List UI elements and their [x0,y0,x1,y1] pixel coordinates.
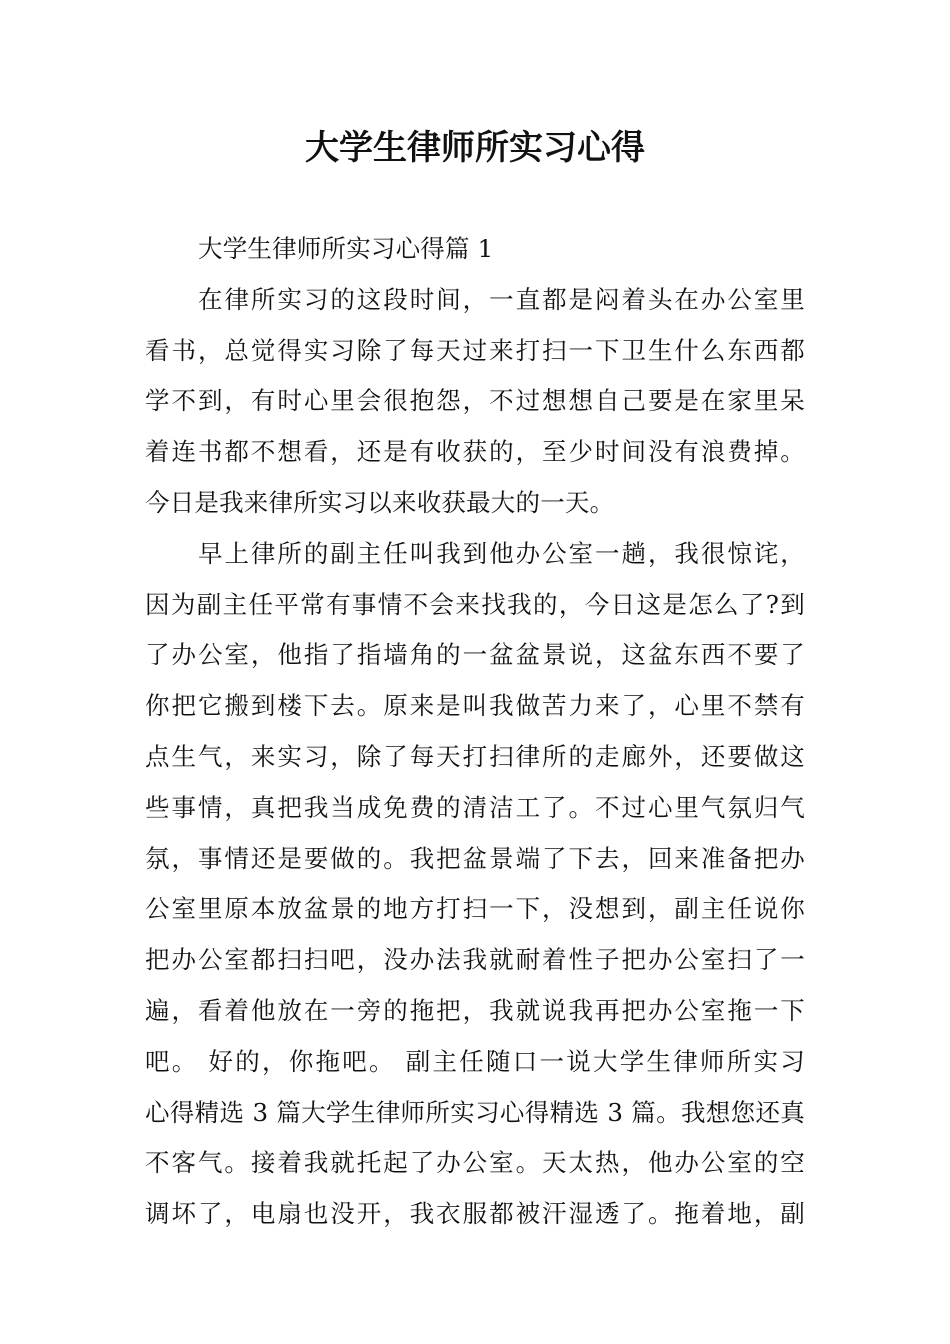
paragraph-line: 吧。 好的，你拖吧。 副主任随口一说大学生律师所实习 [145,1046,805,1076]
paragraph-line: 公室里原本放盆景的地方打扫一下，没想到，副主任说你 [145,894,805,924]
section-heading: 大学生律师所实习心得篇 1 [198,234,494,263]
paragraph-line: 着连书都不想看，还是有收获的，至少时间没有浪费掉。 [145,437,805,467]
paragraph-line: 些事情，真把我当成免费的清洁工了。不过心里气氛归气 [145,792,805,822]
paragraph-line: 氛，事情还是要做的。我把盆景端了下去，回来准备把办 [145,843,805,873]
paragraph-line: 心得精选 3 篇大学生律师所实习心得精选 3 篇。我想您还真 [145,1097,805,1127]
paragraph-line: 早上律所的副主任叫我到他办公室一趟，我很惊诧， [198,538,805,568]
paragraph-line: 因为副主任平常有事情不会来找我的，今日这是怎么了?到 [145,589,805,619]
paragraph-line: 在律所实习的这段时间，一直都是闷着头在办公室里 [198,284,805,314]
document-title: 大学生律师所实习心得 [305,128,645,168]
paragraph-line: 调坏了，电扇也没开，我衣服都被汗湿透了。拖着地，副 [145,1199,805,1229]
paragraph-line: 不客气。接着我就托起了办公室。天太热，他办公室的空 [145,1148,805,1178]
paragraph-line: 点生气，来实习，除了每天打扫律所的走廊外，还要做这 [145,741,805,771]
paragraph-line: 你把它搬到楼下去。原来是叫我做苦力来了，心里不禁有 [145,691,805,721]
paragraph-line: 了办公室，他指了指墙角的一盆盆景说，这盆东西不要了 [145,640,805,670]
paragraph-line: 把办公室都扫扫吧，没办法我就耐着性子把办公室扫了一 [145,945,805,975]
paragraph-line: 学不到，有时心里会很抱怨，不过想想自己要是在家里呆 [145,386,805,416]
paragraph-line: 看书，总觉得实习除了每天过来打扫一下卫生什么东西都 [145,335,805,365]
paragraph-line: 今日是我来律所实习以来收获最大的一天。 [145,487,615,517]
paragraph-line: 遍，看着他放在一旁的拖把，我就说我再把办公室拖一下 [145,995,805,1025]
document-body [145,224,805,1240]
